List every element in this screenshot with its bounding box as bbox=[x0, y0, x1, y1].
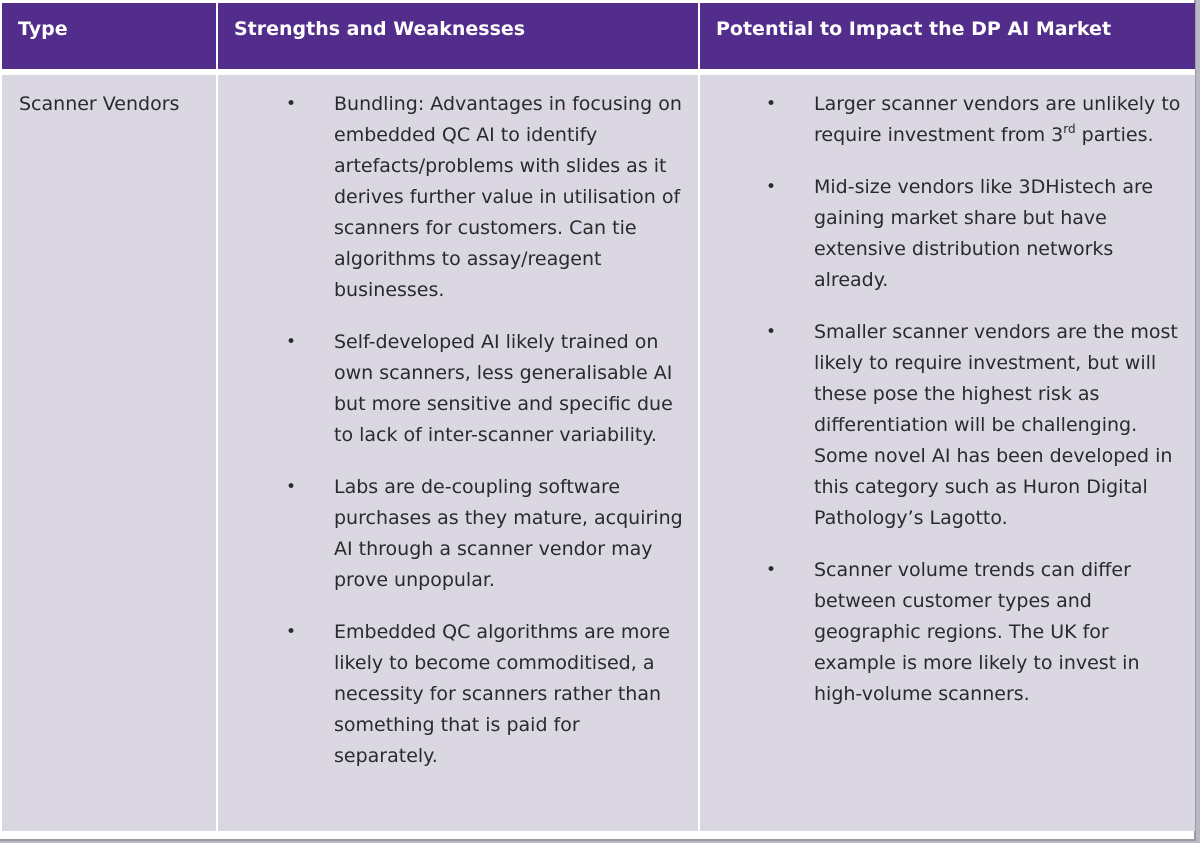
header-strengths-weaknesses: Strengths and Weaknesses bbox=[218, 3, 700, 75]
type-cell: Scanner Vendors bbox=[2, 75, 218, 831]
list-item-text bbox=[814, 93, 1180, 146]
bullet-icon: • bbox=[766, 94, 777, 114]
header-market-impact: Potential to Impact the DP AI Market bbox=[700, 3, 1195, 75]
bullet-icon: • bbox=[286, 332, 297, 352]
bullet-icon: • bbox=[286, 477, 297, 497]
market-analysis-table bbox=[2, 3, 1195, 831]
table-row bbox=[2, 75, 1195, 831]
bullet-icon: • bbox=[766, 177, 777, 197]
list-item-text-start: Larger scanner vendors are unlikely to require investment from 3 bbox=[814, 93, 1181, 146]
list-item bbox=[700, 172, 1195, 296]
list-item-text: Mid-size vendors like 3DHistech are gaining market share but have extensive distribution networks already. bbox=[814, 176, 1154, 291]
ordinal-superscript: rd bbox=[1063, 122, 1076, 136]
header-type: Type bbox=[2, 3, 218, 75]
list-item bbox=[700, 89, 1195, 151]
list-item-text-end: parties. bbox=[1075, 124, 1154, 146]
list-item-text: Embedded QC algorithms are more likely to become commoditised, a necessity for scanners rather than something that is paid for separately. bbox=[334, 621, 671, 767]
bullet-icon: • bbox=[286, 622, 297, 642]
list-item-text: Scanner volume trends can differ between customer types and geographic regions. The UK for example is more likely to invest in high-volume scanners. bbox=[814, 559, 1140, 705]
strengths-cell bbox=[218, 75, 700, 831]
list-item-text: Smaller scanner vendors are the most likely to require investment, but will these pose the highest risk as differentiation will be challenging. Some novel AI has been developed in this category such as Huron Digital Pathology’s Lagotto. bbox=[814, 321, 1178, 529]
list-item-text: Labs are de-coupling software purchases as they mature, acquiring AI through a scanner vendor may prove unpopular. bbox=[334, 476, 683, 591]
bullet-icon: • bbox=[766, 560, 777, 580]
header-row bbox=[2, 3, 1195, 75]
list-item-text: Bundling: Advantages in focusing on embedded QC AI to identify artefacts/problems with slides as it derives further value in utilisation of scanners for customers. Can tie algorithms to assay/reagent businesses. bbox=[334, 93, 682, 301]
market-impact-cell bbox=[700, 75, 1195, 831]
list-item bbox=[218, 327, 698, 451]
list-item bbox=[218, 472, 698, 596]
list-item bbox=[218, 617, 698, 772]
list-item bbox=[700, 555, 1195, 710]
list-item bbox=[700, 317, 1195, 534]
list-item-text: Self-developed AI likely trained on own scanners, less generalisable AI but more sensitive and specific due to lack of inter-scanner variability. bbox=[334, 331, 673, 446]
strengths-list bbox=[218, 75, 698, 772]
bullet-icon: • bbox=[286, 94, 297, 114]
bullet-icon: • bbox=[766, 322, 777, 342]
market-impact-list bbox=[700, 75, 1195, 710]
list-item bbox=[218, 89, 698, 306]
